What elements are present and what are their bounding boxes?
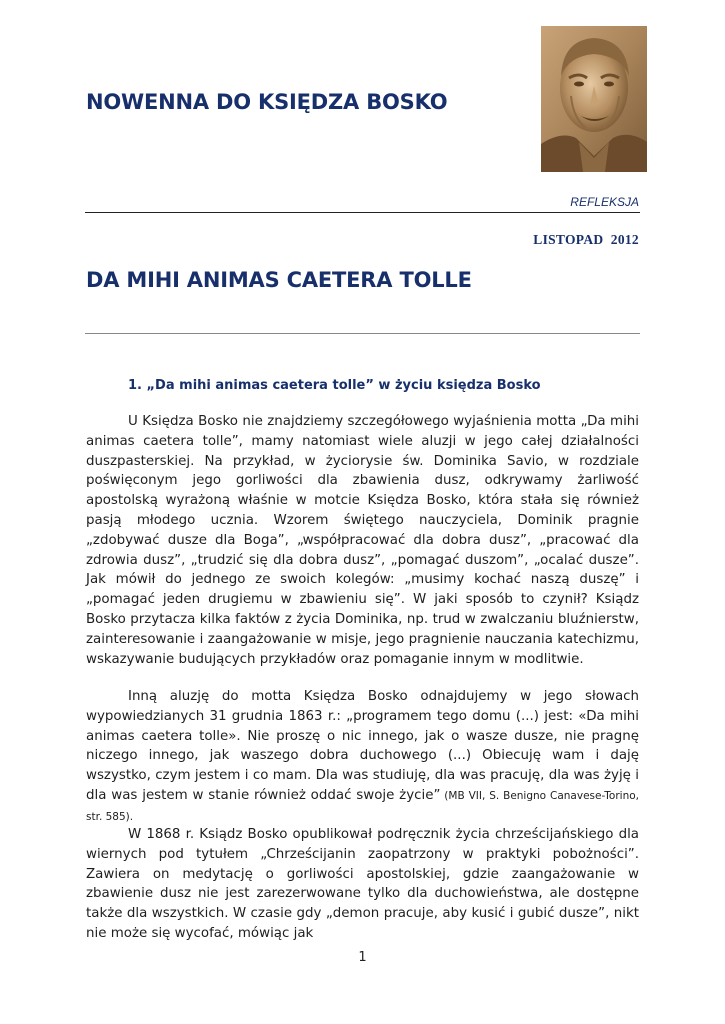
title-divider (85, 333, 640, 334)
section-heading: 1. „Da mihi animas caetera tolle” w życiu księdza Bosko (128, 378, 541, 393)
document-title: DA MIHI ANIMAS CAETERA TOLLE (86, 268, 472, 292)
paragraph-2-text: Inną aluzję do motta Księdza Bosko odnajdujemy w jego słowach wypowiedzianych 31 grudnia 1863 r.: „programem tego domu (...) jest: «Da mihi animas caetera tolle». Nie proszę o nic innego, jak o wasze dusze, nie pragnę niczego innego, jak waszego dobra duchowego (...) Obiecuję wam i daję wszystko, czym jestem i co mam. Dla was studiuję, dla was pracuję, dla was żyję i dla was jestem w stanie również oddać swoje życie” (86, 689, 639, 803)
page-number: 1 (358, 950, 367, 965)
citation: (MB VII, S. Benigno Canavese-Torino, str. 585). (86, 789, 639, 823)
paragraph-1: U Księdza Bosko nie znajdziemy szczegółowego wyjaśnienia motta „Da mihi animas caetera tolle”, mamy natomiast wiele aluzji w jego całej działalności duszpasterskiej. Na przykład, w życiorysie św. Dominika Savio, w rozdziale poświęconym jego gorliwości dla zbawienia dusz, odkrywamy żarliwość apostolską wyrażoną właśnie w motcie Księdza Bosko, która stała się również pasją młodego ucznia. Wzorem świętego nauczyciela, Dominik pragnie „zdobywać dusze dla Boga”, „współpracować dla dobra dusz”, „pracować dla zdrowia dusz”, „trudzić się dla dobra dusz”, „pomagać duszom”, „ocalać dusze”. Jak mówił do jednego ze swoich kolegów: „musimy kochać naszą duszę” i „pomagać jeden drugiemu w zbawieniu się”. W jaki sposób to czynił? Ksiądz Bosko przytacza kilka faktów z życia Dominika, np. trud w zwalczaniu bluźnierstw, zainteresowanie i zaangażowanie w misje, jego pragnienie nauczania katechizmu, wskazywanie budujących przykładów oraz pomaganie innym w modlitwie. (86, 414, 639, 667)
header-divider (85, 212, 640, 213)
main-title: NOWENNA DO KSIĘDZA BOSKO (86, 90, 448, 114)
date-line: LISTOPAD 2012 (533, 232, 639, 247)
paragraph-3: W 1868 r. Ksiądz Bosko opublikował podręcznik życia chrześcijańskiego dla wiernych pod tytułem „Chrześcijanin zaopatrzony w praktyki pobożności”. Zawiera on medytację o gorliwości apostolskiej, gdzie zaangażowanie w zbawienie dusz nie jest zarezerwowane tylko dla duchowieństwa, ale dostępne także dla wszystkich. W czasie gdy „demon pracuje, aby kusić i gubić dusze”, nikt nie może się wycofać, mówiąc jak (86, 827, 639, 941)
paragraph-2 (86, 687, 639, 828)
bronze-relief-portrait (541, 26, 647, 172)
section-label: REFLEKSJA (570, 195, 639, 209)
